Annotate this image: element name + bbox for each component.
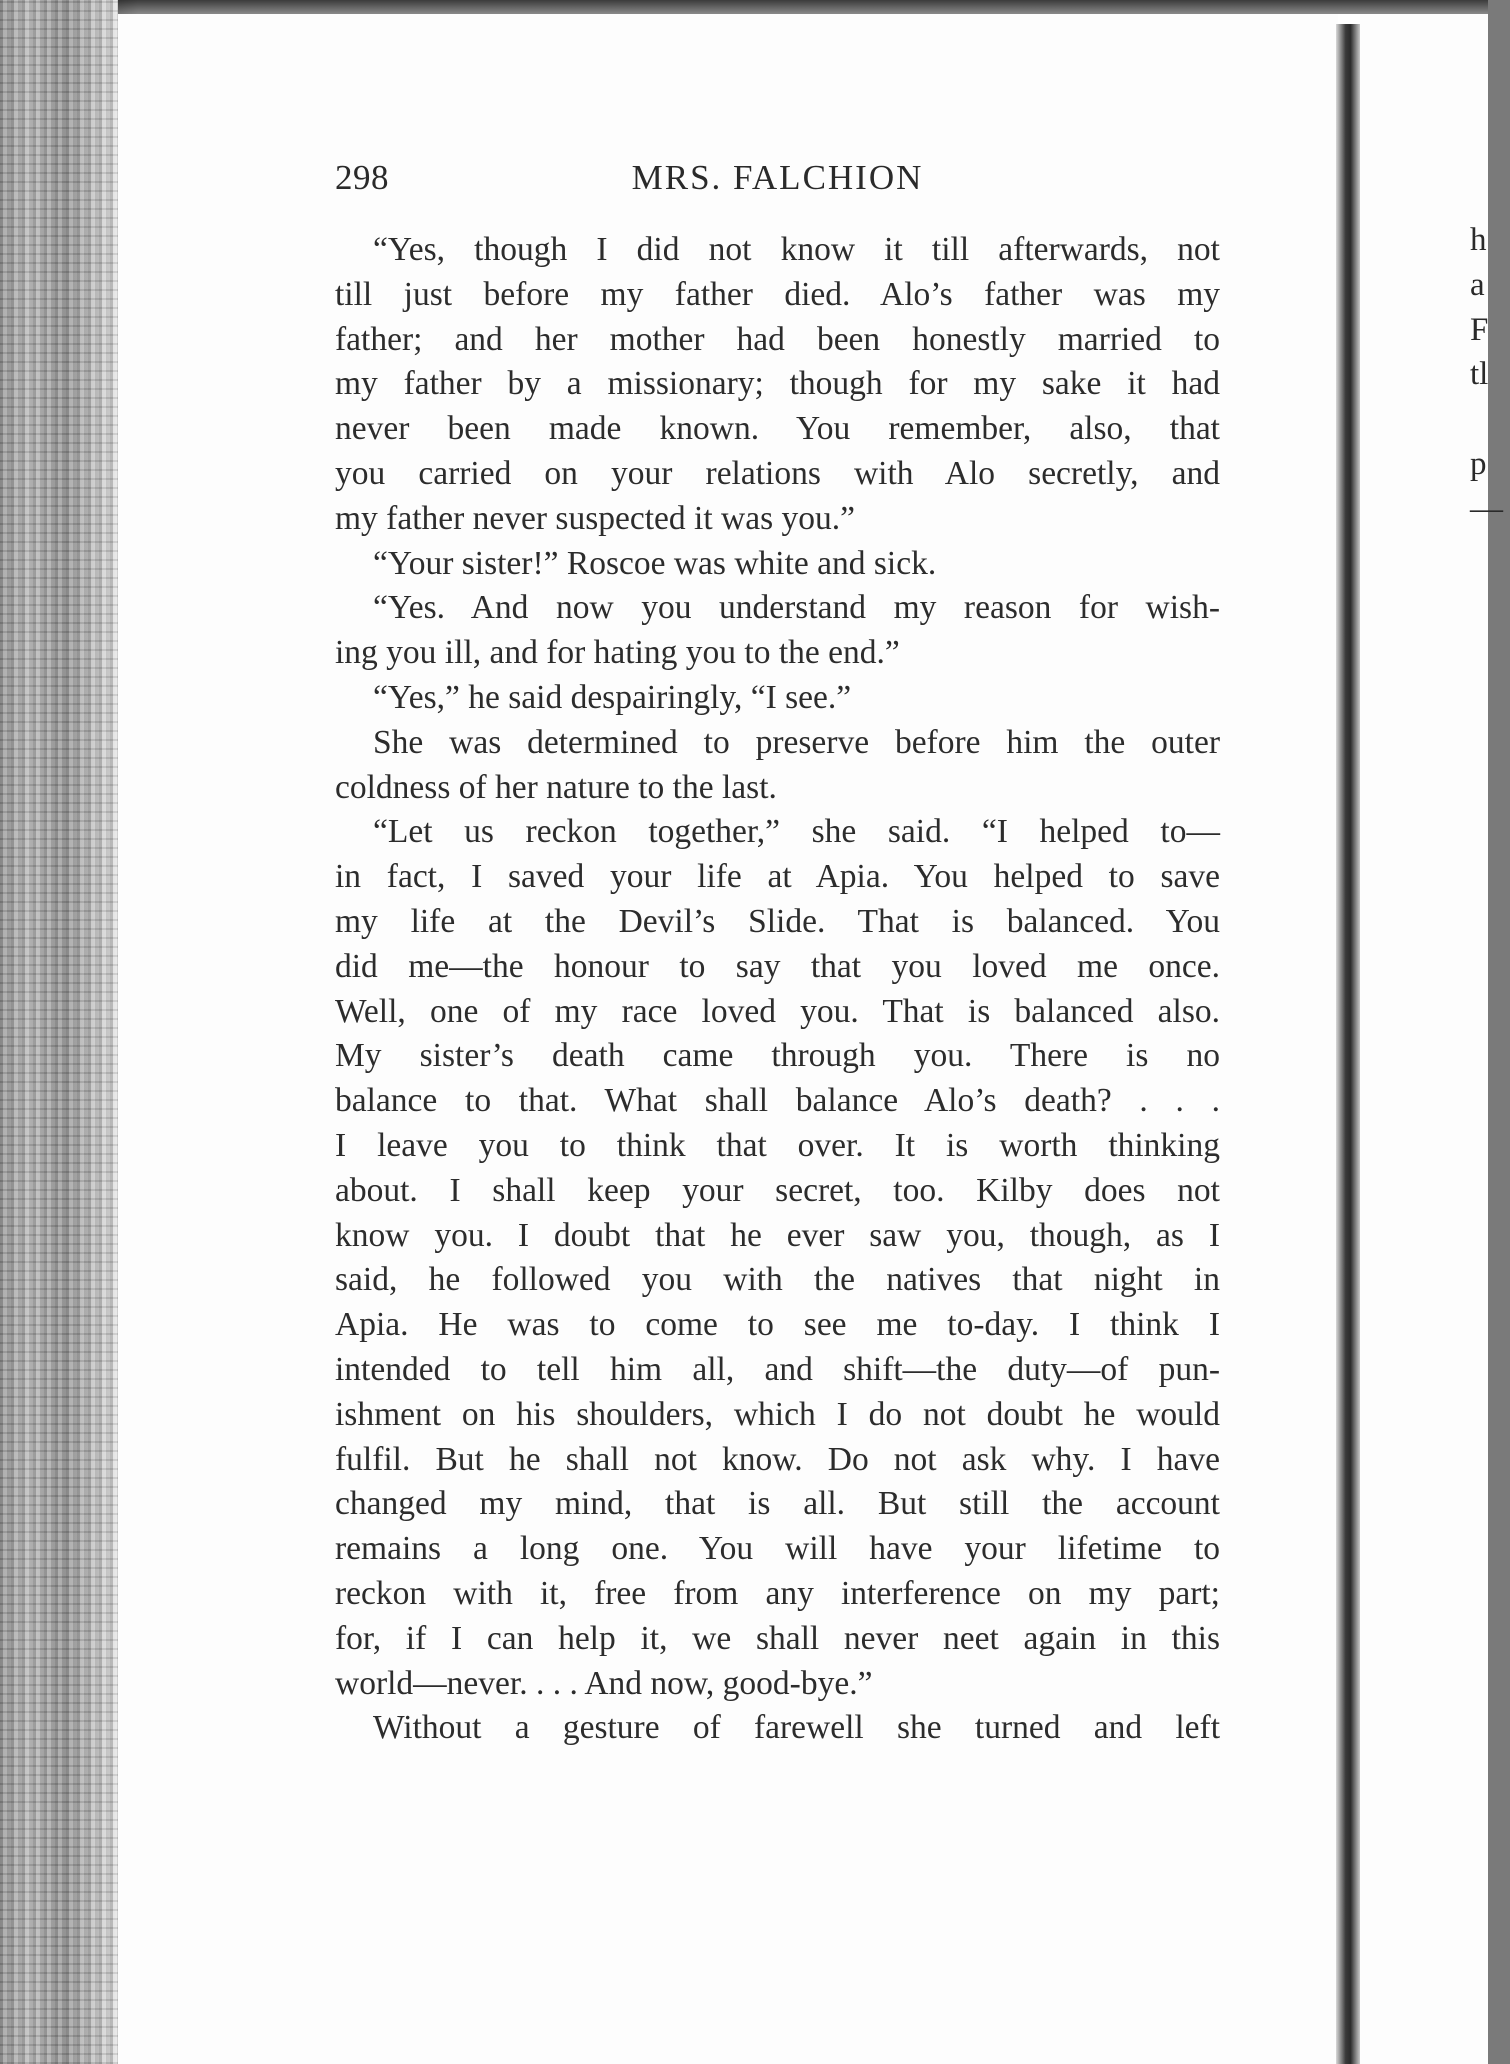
- text-line: Without a gesture of farewell she turned and left: [373, 1709, 1220, 1747]
- text-line: “Your sister!” Roscoe was white and sick.: [373, 544, 937, 582]
- text-line: in fact, I saved your life at Apia. You helped to save: [335, 858, 1220, 896]
- fragment: p: [1470, 445, 1487, 482]
- text-line: balance to that. What shall balance Alo’s death? . . .: [335, 1082, 1220, 1120]
- text-line: intended to tell him all, and shift—the duty—of pun-: [335, 1350, 1220, 1388]
- page-number: 298: [335, 158, 389, 197]
- text-line: ishment on his shoulders, which I do not doubt he would: [335, 1395, 1220, 1433]
- body-text: [335, 228, 1220, 1751]
- text-line: reckon with it, free from any interference on my part;: [335, 1574, 1220, 1612]
- text-line: “Yes. And now you understand my reason for wish-: [373, 589, 1220, 627]
- text-line: my life at the Devil’s Slide. That is balanced. You: [335, 902, 1220, 940]
- text-line: did me—the honour to say that you loved me once.: [335, 947, 1220, 985]
- facing-page-text-fragments: [1470, 218, 1510, 532]
- text-line: my father by a missionary; though for my sake it had: [335, 365, 1220, 403]
- text-line: Well, one of my race loved you. That is balanced also.: [335, 992, 1220, 1030]
- text-line: about. I shall keep your secret, too. Kilby does not: [335, 1171, 1220, 1209]
- text-line: fulfil. But he shall not know. Do not ask why. I have: [335, 1440, 1220, 1478]
- text-line: remains a long one. You will have your lifetime to: [335, 1530, 1220, 1568]
- text-line: world—never. . . . And now, good-bye.”: [335, 1664, 873, 1702]
- fragment: h: [1470, 222, 1487, 258]
- center-gutter: [1336, 24, 1360, 2064]
- text-line: for, if I can help it, we shall never neet again in this: [335, 1619, 1220, 1657]
- text-line: till just before my father died. Alo’s father was my: [335, 275, 1220, 313]
- text-line: “Yes, though I did not know it till afterwards, not: [373, 231, 1220, 268]
- text-line: ing you ill, and for hating you to the end.”: [335, 634, 900, 672]
- text-line: coldness of her nature to the last.: [335, 768, 777, 806]
- text-line: My sister’s death came through you. There is no: [335, 1037, 1220, 1075]
- page-header: [335, 158, 1220, 204]
- text-line: changed my mind, that is all. But still the account: [335, 1485, 1220, 1523]
- fragment: a: [1470, 266, 1485, 303]
- fragment: F: [1470, 311, 1489, 348]
- text-line: you carried on your relations with Alo secretly, and: [335, 454, 1220, 492]
- running-title: MRS. FALCHION: [631, 158, 924, 197]
- book-spine-edge: [0, 0, 118, 2064]
- text-line: She was determined to preserve before him the outer: [373, 723, 1220, 761]
- text-line: I leave you to think that over. It is worth thinking: [335, 1126, 1220, 1164]
- text-line: “Yes,” he said despairingly, “I see.”: [373, 678, 852, 716]
- top-shadow-edge: [0, 0, 1488, 14]
- fragment: [1470, 397, 1510, 442]
- text-line: never been made known. You remember, also, that: [335, 410, 1220, 448]
- fragment: —: [1470, 490, 1503, 527]
- text-line: my father never suspected it was you.”: [335, 499, 856, 537]
- text-line: father; and her mother had been honestly married to: [335, 320, 1220, 358]
- right-page-edge: [1360, 14, 1488, 2064]
- text-line: know you. I doubt that he ever saw you, though, as I: [335, 1216, 1220, 1254]
- text-line: Apia. He was to come to see me to-day. I think I: [335, 1306, 1220, 1344]
- text-line: “Let us reckon together,” she said. “I helped to—: [373, 813, 1220, 851]
- text-line: said, he followed you with the natives that night in: [335, 1261, 1220, 1299]
- fragment: tl: [1470, 356, 1489, 393]
